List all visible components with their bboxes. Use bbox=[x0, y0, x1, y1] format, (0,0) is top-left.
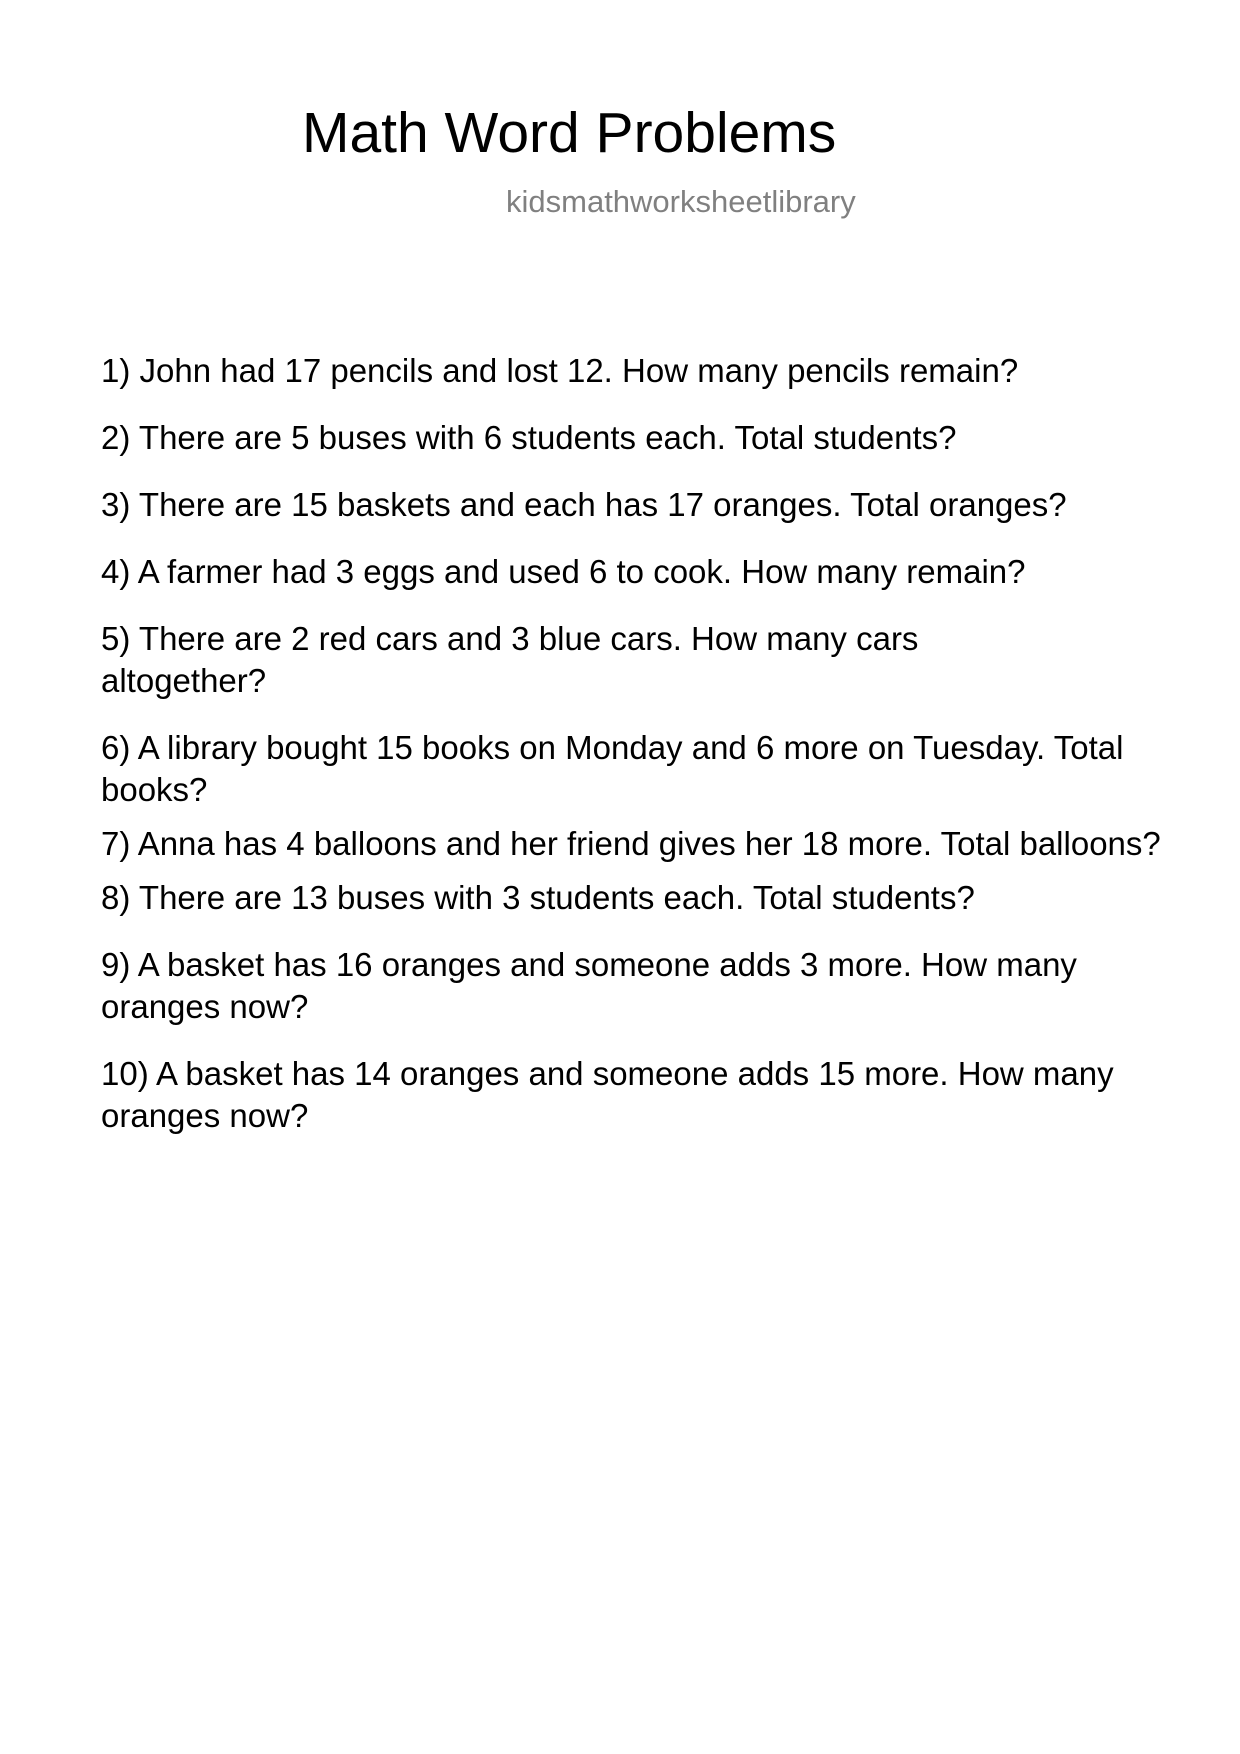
problem-list bbox=[101, 350, 1161, 1162]
page-title: Math Word Problems bbox=[302, 101, 837, 165]
problem-item: 3) There are 15 baskets and each has 17 oranges. Total oranges? bbox=[101, 486, 1067, 523]
problem-item: 10) A basket has 14 oranges and someone adds 15 more. How many oranges now? bbox=[101, 1055, 1114, 1134]
page-subtitle: kidsmathworksheetlibrary bbox=[506, 184, 856, 219]
problem-item: 1) John had 17 pencils and lost 12. How many pencils remain? bbox=[101, 352, 1019, 389]
problem-item: 4) A farmer had 3 eggs and used 6 to cook. How many remain? bbox=[101, 553, 1026, 590]
problem-item: 9) A basket has 16 oranges and someone adds 3 more. How many oranges now? bbox=[101, 946, 1077, 1025]
problem-item: 2) There are 5 buses with 6 students each. Total students? bbox=[101, 419, 957, 456]
problem-item: 7) Anna has 4 balloons and her friend gives her 18 more. Total balloons? bbox=[101, 825, 1161, 862]
problem-item: 5) There are 2 red cars and 3 blue cars. How many cars altogether? bbox=[101, 620, 919, 699]
problem-item: 8) There are 13 buses with 3 students each. Total students? bbox=[101, 879, 975, 916]
problem-item: 6) A library bought 15 books on Monday and 6 more on Tuesday. Total books? bbox=[101, 729, 1124, 808]
